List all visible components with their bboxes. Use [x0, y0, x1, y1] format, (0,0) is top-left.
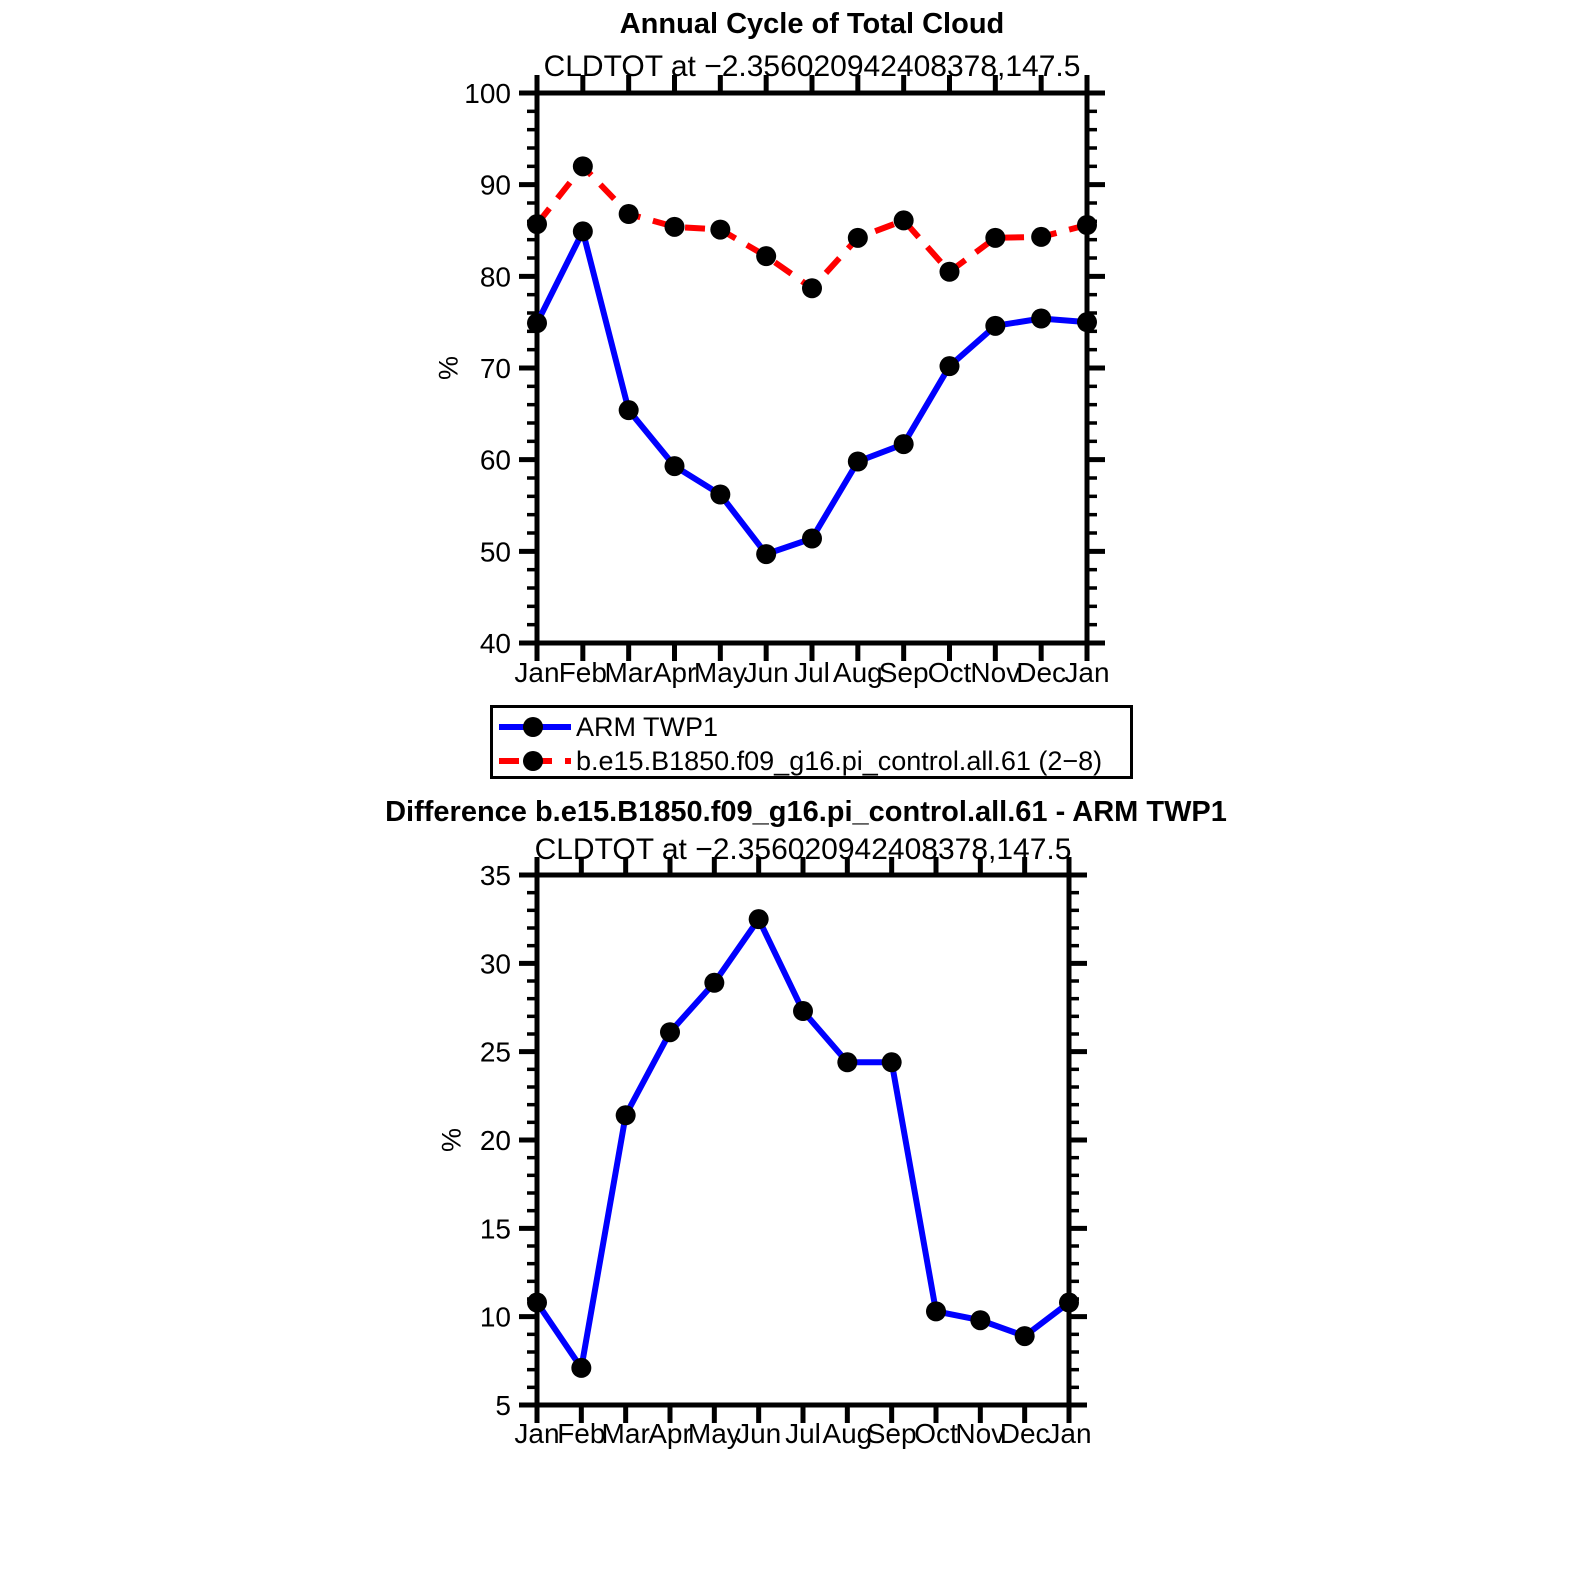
- y-tick-label: 40: [479, 628, 511, 659]
- legend-sample-dashed-line: [498, 745, 574, 777]
- data-point-marker: [1077, 312, 1097, 332]
- data-point-marker: [710, 220, 730, 240]
- data-point-marker: [894, 210, 914, 230]
- data-point-marker: [837, 1052, 857, 1072]
- x-tick-label: Sep: [866, 1418, 917, 1449]
- data-point-marker: [1077, 215, 1097, 235]
- data-point-marker: [619, 204, 639, 224]
- data-point-marker: [793, 1001, 813, 1021]
- y-tick-label: 50: [479, 536, 511, 568]
- annual-cycle-plot: [464, 75, 1109, 688]
- x-tick-label: May: [687, 1418, 741, 1449]
- x-tick-label: Jul: [794, 657, 830, 688]
- data-point-marker: [527, 313, 547, 333]
- data-point-marker: [848, 452, 868, 472]
- x-tick-label: Sep: [878, 657, 929, 688]
- y-tick-label: 30: [479, 948, 511, 980]
- series-line-b-e15-b1850-f09-g16-pi-control-all-61-2-8-: [537, 166, 1087, 288]
- data-point-marker: [749, 909, 769, 929]
- data-point-marker: [970, 1310, 990, 1330]
- series-line-difference: [537, 919, 1069, 1368]
- x-tick-label: Feb: [558, 657, 607, 688]
- x-tick-label: Nov: [970, 657, 1021, 688]
- difference-plot: [480, 857, 1092, 1449]
- x-tick-label: Jan: [1064, 657, 1110, 688]
- data-point-marker: [802, 278, 822, 298]
- data-point-marker: [882, 1052, 902, 1072]
- y-tick-label: 35: [479, 860, 511, 891]
- data-point-marker: [1031, 227, 1051, 247]
- legend-marker-dot: [523, 717, 543, 737]
- legend-label-model: b.e15.B1850.f09_g16.pi_control.all.61 (2−8): [576, 745, 1103, 776]
- x-tick-label: Oct: [927, 657, 972, 688]
- chart1-subtitle: CLDTOT at −2.356020942408378,147.5: [543, 50, 1081, 83]
- legend: [490, 705, 1133, 779]
- data-point-marker: [571, 1358, 591, 1378]
- y-tick-label: 80: [479, 261, 511, 293]
- data-point-marker: [573, 156, 593, 176]
- data-point-marker: [756, 246, 776, 266]
- data-point-marker: [940, 262, 960, 282]
- chart1-title: Annual Cycle of Total Cloud: [619, 8, 1005, 40]
- x-tick-label: Jan: [514, 657, 560, 688]
- data-point-marker: [619, 400, 639, 420]
- x-tick-label: Mar: [604, 657, 653, 688]
- y-tick-label: 15: [479, 1213, 511, 1245]
- x-tick-label: Jul: [785, 1418, 821, 1449]
- data-point-marker: [665, 217, 685, 237]
- data-point-marker: [704, 973, 724, 993]
- x-tick-label: Dec: [999, 1418, 1050, 1449]
- legend-marker-dot: [523, 751, 543, 771]
- y-tick-label: 90: [479, 169, 511, 201]
- x-tick-label: Dec: [1016, 657, 1067, 688]
- data-point-marker: [802, 529, 822, 549]
- data-point-marker: [1059, 1293, 1079, 1313]
- y-tick-label: 60: [479, 444, 511, 476]
- chart2-title: Difference b.e15.B1850.f09_g16.pi_control.all.61 - ARM TWP1: [385, 796, 1227, 828]
- x-tick-label: Oct: [914, 1418, 958, 1449]
- y-tick-label: 70: [479, 353, 511, 384]
- data-point-marker: [660, 1022, 680, 1042]
- data-point-marker: [616, 1105, 636, 1125]
- x-tick-label: Nov: [955, 1418, 1006, 1449]
- x-tick-label: Aug: [832, 657, 883, 688]
- x-tick-label: Feb: [557, 1418, 606, 1449]
- legend-sample-solid-line: [498, 711, 574, 743]
- x-tick-label: Apr: [652, 657, 697, 688]
- x-tick-label: Jun: [743, 657, 789, 688]
- data-point-marker: [1031, 309, 1051, 329]
- x-tick-label: Apr: [648, 1418, 692, 1449]
- legend-item-model: [498, 745, 1102, 777]
- data-point-marker: [573, 221, 593, 241]
- data-point-marker: [985, 228, 1005, 248]
- data-point-marker: [848, 228, 868, 248]
- y-tick-label: 5: [495, 1390, 511, 1421]
- x-tick-label: Jan: [514, 1418, 560, 1449]
- x-tick-label: Jun: [736, 1418, 782, 1449]
- data-point-marker: [1015, 1326, 1035, 1346]
- y-tick-label: 20: [479, 1125, 511, 1156]
- y-tick-label: 10: [479, 1301, 511, 1333]
- data-point-marker: [527, 214, 547, 234]
- x-tick-label: Aug: [822, 1418, 873, 1449]
- y-tick-label: 100: [464, 78, 511, 109]
- chart1-y-axis-label: %: [433, 355, 464, 381]
- data-point-marker: [710, 485, 730, 505]
- x-tick-label: May: [693, 657, 747, 688]
- y-tick-label: 25: [479, 1036, 511, 1068]
- data-point-marker: [926, 1301, 946, 1321]
- data-point-marker: [665, 456, 685, 476]
- data-point-marker: [985, 316, 1005, 336]
- data-point-marker: [940, 356, 960, 376]
- chart2-subtitle: CLDTOT at −2.356020942408378,147.5: [534, 833, 1072, 866]
- x-tick-label: Jan: [1046, 1418, 1092, 1449]
- data-point-marker: [527, 1293, 547, 1313]
- data-point-marker: [756, 544, 776, 564]
- legend-label-arm-twp1: ARM TWP1: [576, 711, 719, 742]
- data-point-marker: [894, 434, 914, 454]
- x-tick-label: Mar: [601, 1418, 650, 1449]
- chart2-y-axis-label: %: [436, 1127, 467, 1153]
- legend-item-arm-twp1: [498, 711, 718, 743]
